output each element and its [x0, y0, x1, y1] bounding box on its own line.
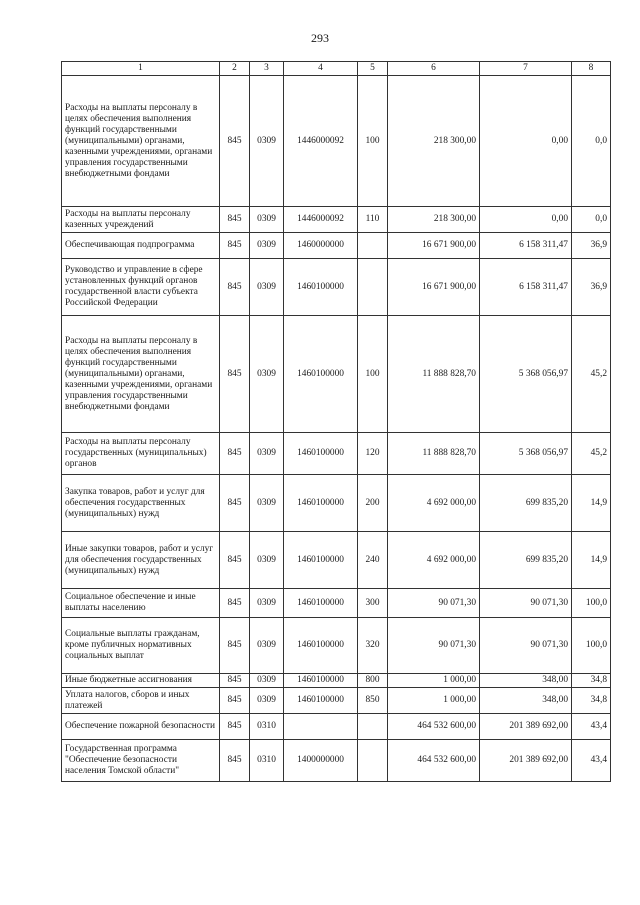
row-percent-cell: 14,9 — [572, 475, 611, 532]
row-name-cell: Расходы на выплаты персоналу в целях обеспечения выполнения функций государственными (муниципальными) органами, казенными учреждениями, органами управления государственными внебюджетными фондами — [62, 316, 220, 433]
row-expense-type-cell: 240 — [358, 532, 388, 589]
row-expense-type-cell — [358, 233, 388, 259]
row-percent-cell: 43,4 — [572, 740, 611, 782]
page-number: 293 — [311, 31, 329, 45]
row-section-cell: 0309 — [250, 475, 284, 532]
row-target-cell — [284, 714, 358, 740]
row-section-cell: 0309 — [250, 76, 284, 207]
row-code-cell: 845 — [220, 674, 250, 688]
row-percent-cell: 45,2 — [572, 316, 611, 433]
row-percent-cell: 34,8 — [572, 688, 611, 714]
row-section-cell: 0310 — [250, 740, 284, 782]
row-target-cell: 1460100000 — [284, 433, 358, 475]
row-percent-cell: 45,2 — [572, 433, 611, 475]
row-code-cell: 845 — [220, 316, 250, 433]
row-percent-cell: 100,0 — [572, 618, 611, 674]
row-expense-type-cell: 100 — [358, 76, 388, 207]
row-name-cell: Уплата налогов, сборов и иных платежей — [62, 688, 220, 714]
row-code-cell: 845 — [220, 207, 250, 233]
row-target-cell: 1460100000 — [284, 688, 358, 714]
row-planned-cell: 1 000,00 — [388, 674, 480, 688]
row-name-cell: Иные закупки товаров, работ и услуг для обеспечения государственных (муниципальных) нужд — [62, 532, 220, 589]
row-section-cell: 0309 — [250, 233, 284, 259]
row-expense-type-cell: 110 — [358, 207, 388, 233]
row-executed-cell: 5 368 056,97 — [480, 316, 572, 433]
row-code-cell: 845 — [220, 589, 250, 618]
table-row — [62, 207, 611, 233]
row-code-cell: 845 — [220, 475, 250, 532]
row-name-cell: Расходы на выплаты персоналу казенных учреждений — [62, 207, 220, 233]
row-name-cell: Расходы на выплаты персоналу в целях обеспечения выполнения функций государственными (муниципальными) органами, казенными учреждениями, органами управления государственными внебюджетными фондами — [62, 76, 220, 207]
row-executed-cell: 348,00 — [480, 688, 572, 714]
row-target-cell: 1446000092 — [284, 76, 358, 207]
row-executed-cell: 699 835,20 — [480, 475, 572, 532]
row-code-cell: 845 — [220, 233, 250, 259]
row-target-cell: 1446000092 — [284, 207, 358, 233]
row-percent-cell: 100,0 — [572, 589, 611, 618]
table-row — [62, 714, 611, 740]
row-planned-cell: 4 692 000,00 — [388, 532, 480, 589]
table-row — [62, 618, 611, 674]
table-row — [62, 259, 611, 316]
row-expense-type-cell — [358, 740, 388, 782]
row-expense-type-cell: 200 — [358, 475, 388, 532]
row-expense-type-cell: 800 — [358, 674, 388, 688]
table-row — [62, 740, 611, 782]
header-cell: 5 — [358, 62, 388, 76]
row-percent-cell: 34,8 — [572, 674, 611, 688]
row-name-cell: Иные бюджетные ассигнования — [62, 674, 220, 688]
row-target-cell: 1460100000 — [284, 475, 358, 532]
row-percent-cell: 36,9 — [572, 233, 611, 259]
row-planned-cell: 11 888 828,70 — [388, 316, 480, 433]
row-name-cell: Руководство и управление в сфере установленных функций органов государственной власти субъекта Российской Федерации — [62, 259, 220, 316]
row-executed-cell: 201 389 692,00 — [480, 740, 572, 782]
row-percent-cell: 14,9 — [572, 532, 611, 589]
row-section-cell: 0309 — [250, 433, 284, 475]
row-planned-cell: 90 071,30 — [388, 589, 480, 618]
row-code-cell: 845 — [220, 532, 250, 589]
row-section-cell: 0309 — [250, 259, 284, 316]
row-planned-cell: 464 532 600,00 — [388, 740, 480, 782]
row-target-cell: 1460100000 — [284, 589, 358, 618]
row-percent-cell: 0,0 — [572, 76, 611, 207]
row-planned-cell: 11 888 828,70 — [388, 433, 480, 475]
header-cell: 6 — [388, 62, 480, 76]
row-executed-cell: 348,00 — [480, 674, 572, 688]
table-row — [62, 76, 611, 207]
header-cell: 1 — [62, 62, 220, 76]
row-planned-cell: 218 300,00 — [388, 76, 480, 207]
row-expense-type-cell: 320 — [358, 618, 388, 674]
row-target-cell: 1460100000 — [284, 316, 358, 433]
row-percent-cell: 0,0 — [572, 207, 611, 233]
table-row — [62, 316, 611, 433]
row-executed-cell: 699 835,20 — [480, 532, 572, 589]
row-code-cell: 845 — [220, 433, 250, 475]
row-executed-cell: 6 158 311,47 — [480, 259, 572, 316]
row-name-cell: Социальное обеспечение и иные выплаты населению — [62, 589, 220, 618]
row-code-cell: 845 — [220, 259, 250, 316]
row-planned-cell: 464 532 600,00 — [388, 714, 480, 740]
row-name-cell: Обеспечение пожарной безопасности — [62, 714, 220, 740]
row-code-cell: 845 — [220, 740, 250, 782]
row-planned-cell: 16 671 900,00 — [388, 233, 480, 259]
row-executed-cell: 0,00 — [480, 76, 572, 207]
row-name-cell: Закупка товаров, работ и услуг для обеспечения государственных (муниципальных) нужд — [62, 475, 220, 532]
row-executed-cell: 6 158 311,47 — [480, 233, 572, 259]
row-section-cell: 0310 — [250, 714, 284, 740]
row-executed-cell: 90 071,30 — [480, 618, 572, 674]
row-percent-cell: 43,4 — [572, 714, 611, 740]
row-section-cell: 0309 — [250, 688, 284, 714]
table-row — [62, 475, 611, 532]
row-executed-cell: 5 368 056,97 — [480, 433, 572, 475]
header-cell: 8 — [572, 62, 611, 76]
row-expense-type-cell: 300 — [358, 589, 388, 618]
table-row — [62, 532, 611, 589]
table-row — [62, 233, 611, 259]
header-row — [62, 62, 611, 76]
row-planned-cell: 16 671 900,00 — [388, 259, 480, 316]
header-cell: 3 — [250, 62, 284, 76]
row-code-cell: 845 — [220, 76, 250, 207]
row-target-cell: 1400000000 — [284, 740, 358, 782]
row-name-cell: Социальные выплаты гражданам, кроме публичных нормативных социальных выплат — [62, 618, 220, 674]
row-target-cell: 1460100000 — [284, 259, 358, 316]
row-planned-cell: 90 071,30 — [388, 618, 480, 674]
row-target-cell: 1460100000 — [284, 674, 358, 688]
row-percent-cell: 36,9 — [572, 259, 611, 316]
header-cell: 2 — [220, 62, 250, 76]
table-row — [62, 433, 611, 475]
row-expense-type-cell — [358, 259, 388, 316]
table-row — [62, 688, 611, 714]
row-executed-cell: 90 071,30 — [480, 589, 572, 618]
row-code-cell: 845 — [220, 714, 250, 740]
table-row — [62, 674, 611, 688]
row-expense-type-cell — [358, 714, 388, 740]
row-expense-type-cell: 120 — [358, 433, 388, 475]
row-executed-cell: 0,00 — [480, 207, 572, 233]
row-section-cell: 0309 — [250, 532, 284, 589]
row-name-cell: Расходы на выплаты персоналу государственных (муниципальных) органов — [62, 433, 220, 475]
row-target-cell: 1460000000 — [284, 233, 358, 259]
row-code-cell: 845 — [220, 618, 250, 674]
row-planned-cell: 1 000,00 — [388, 688, 480, 714]
row-expense-type-cell: 100 — [358, 316, 388, 433]
row-name-cell: Обеспечивающая подпрограмма — [62, 233, 220, 259]
table-row — [62, 589, 611, 618]
row-executed-cell: 201 389 692,00 — [480, 714, 572, 740]
row-section-cell: 0309 — [250, 316, 284, 433]
row-target-cell: 1460100000 — [284, 618, 358, 674]
row-section-cell: 0309 — [250, 674, 284, 688]
row-planned-cell: 218 300,00 — [388, 207, 480, 233]
row-planned-cell: 4 692 000,00 — [388, 475, 480, 532]
row-name-cell: Государственная программа "Обеспечение безопасности населения Томской области" — [62, 740, 220, 782]
header-cell: 7 — [480, 62, 572, 76]
row-target-cell: 1460100000 — [284, 532, 358, 589]
row-section-cell: 0309 — [250, 589, 284, 618]
header-cell: 4 — [284, 62, 358, 76]
row-section-cell: 0309 — [250, 207, 284, 233]
row-expense-type-cell: 850 — [358, 688, 388, 714]
row-code-cell: 845 — [220, 688, 250, 714]
row-section-cell: 0309 — [250, 618, 284, 674]
budget-table — [61, 61, 611, 782]
